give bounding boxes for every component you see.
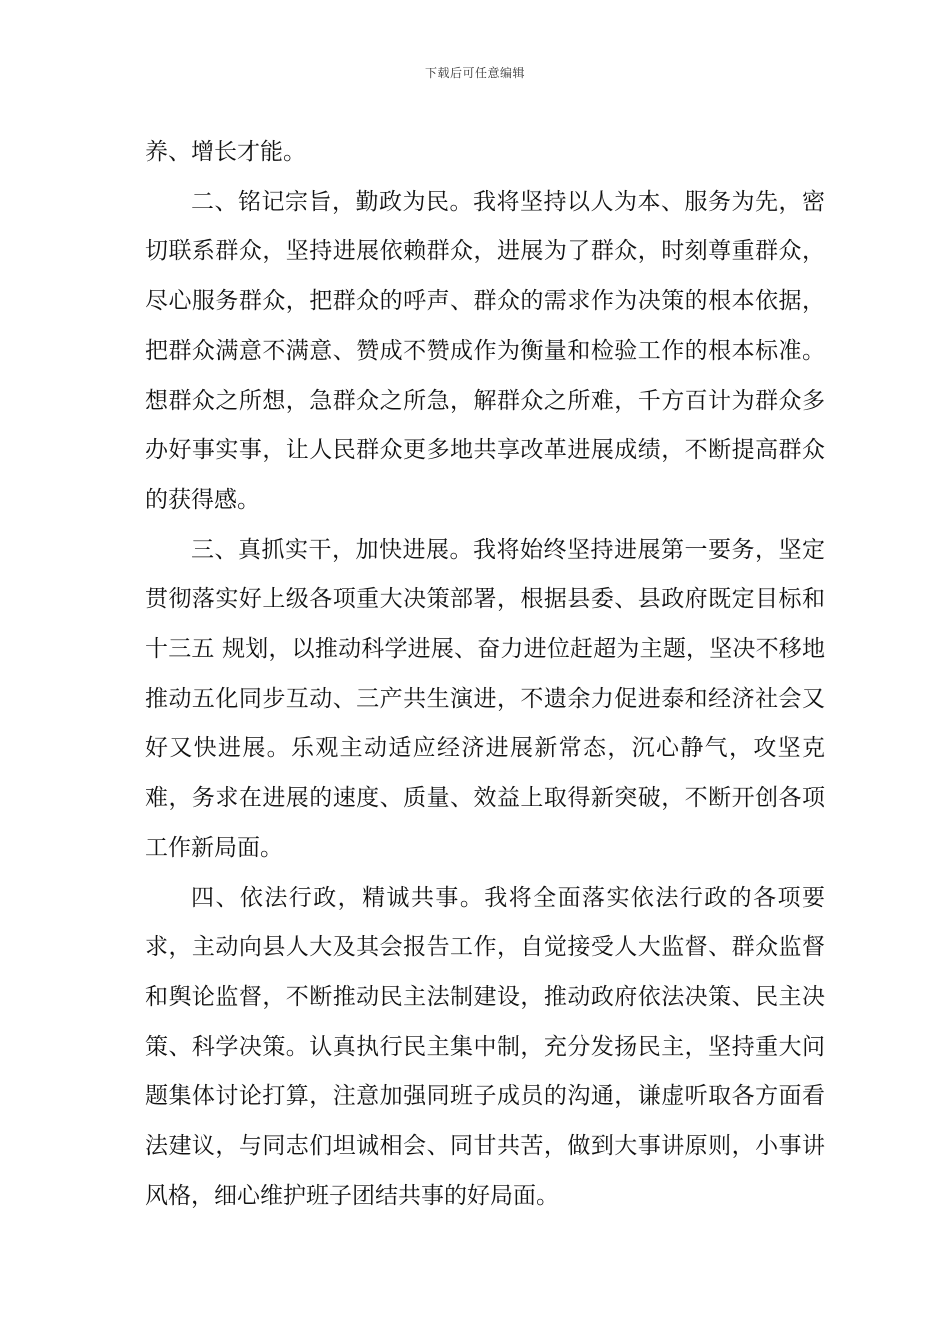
paragraph-section-2: 二、铭记宗旨，勤政为民。我将坚持以人为本、服务为先，密切联系群众，坚持进展依赖群众，进展为了群众，时刻尊重群众，尽心服务群众，把群众的呼声、群众的需求作为决策的根本依据，把群众满意不满意、赞成不赞成作为衡量和检验工作的根本标准。想群众之所想，急群众之所急，解群众之所难，千方百计为群众多办好事实事，让人民群众更多地共享改革进展成绩，不断提高群众的获得感。 bbox=[145, 188, 825, 513]
paragraph-continuation: 养、增长才能。 bbox=[145, 139, 306, 165]
page-header: 下载后可任意编辑 bbox=[424, 66, 525, 80]
document-body bbox=[145, 128, 825, 1221]
paragraph-section-3: 三、真抓实干，加快进展。我将始终坚持进展第一要务，坚定贯彻落实好上级各项重大决策部署，根据县委、县政府既定目标和十三五 规划，以推动科学进展、奋力进位赶超为主题，坚决不移地推动五化同步互动、三产共生演进，不遗余力促进泰和经济社会又好又快进展。乐观主动适应经济进展新常态，沉心静气，攻坚克难，务求在进展的速度、质量、效益上取得新突破，不断开创各项工作新局面。 bbox=[145, 536, 825, 861]
paragraph-section-4: 四、依法行政，精诚共事。我将全面落实依法行政的各项要求，主动向县人大及其会报告工作，自觉接受人大监督、群众监督和舆论监督，不断推动民主法制建设，推动政府依法决策、民主决策、科学决策。认真执行民主集中制，充分发扬民主，坚持重大问题集体讨论打算，注意加强同班子成员的沟通，谦虚听取各方面看法建议，与同志们坦诚相会、同甘共苦，做到大事讲原则，小事讲风格，细心维护班子团结共事的好局面。 bbox=[145, 884, 825, 1209]
